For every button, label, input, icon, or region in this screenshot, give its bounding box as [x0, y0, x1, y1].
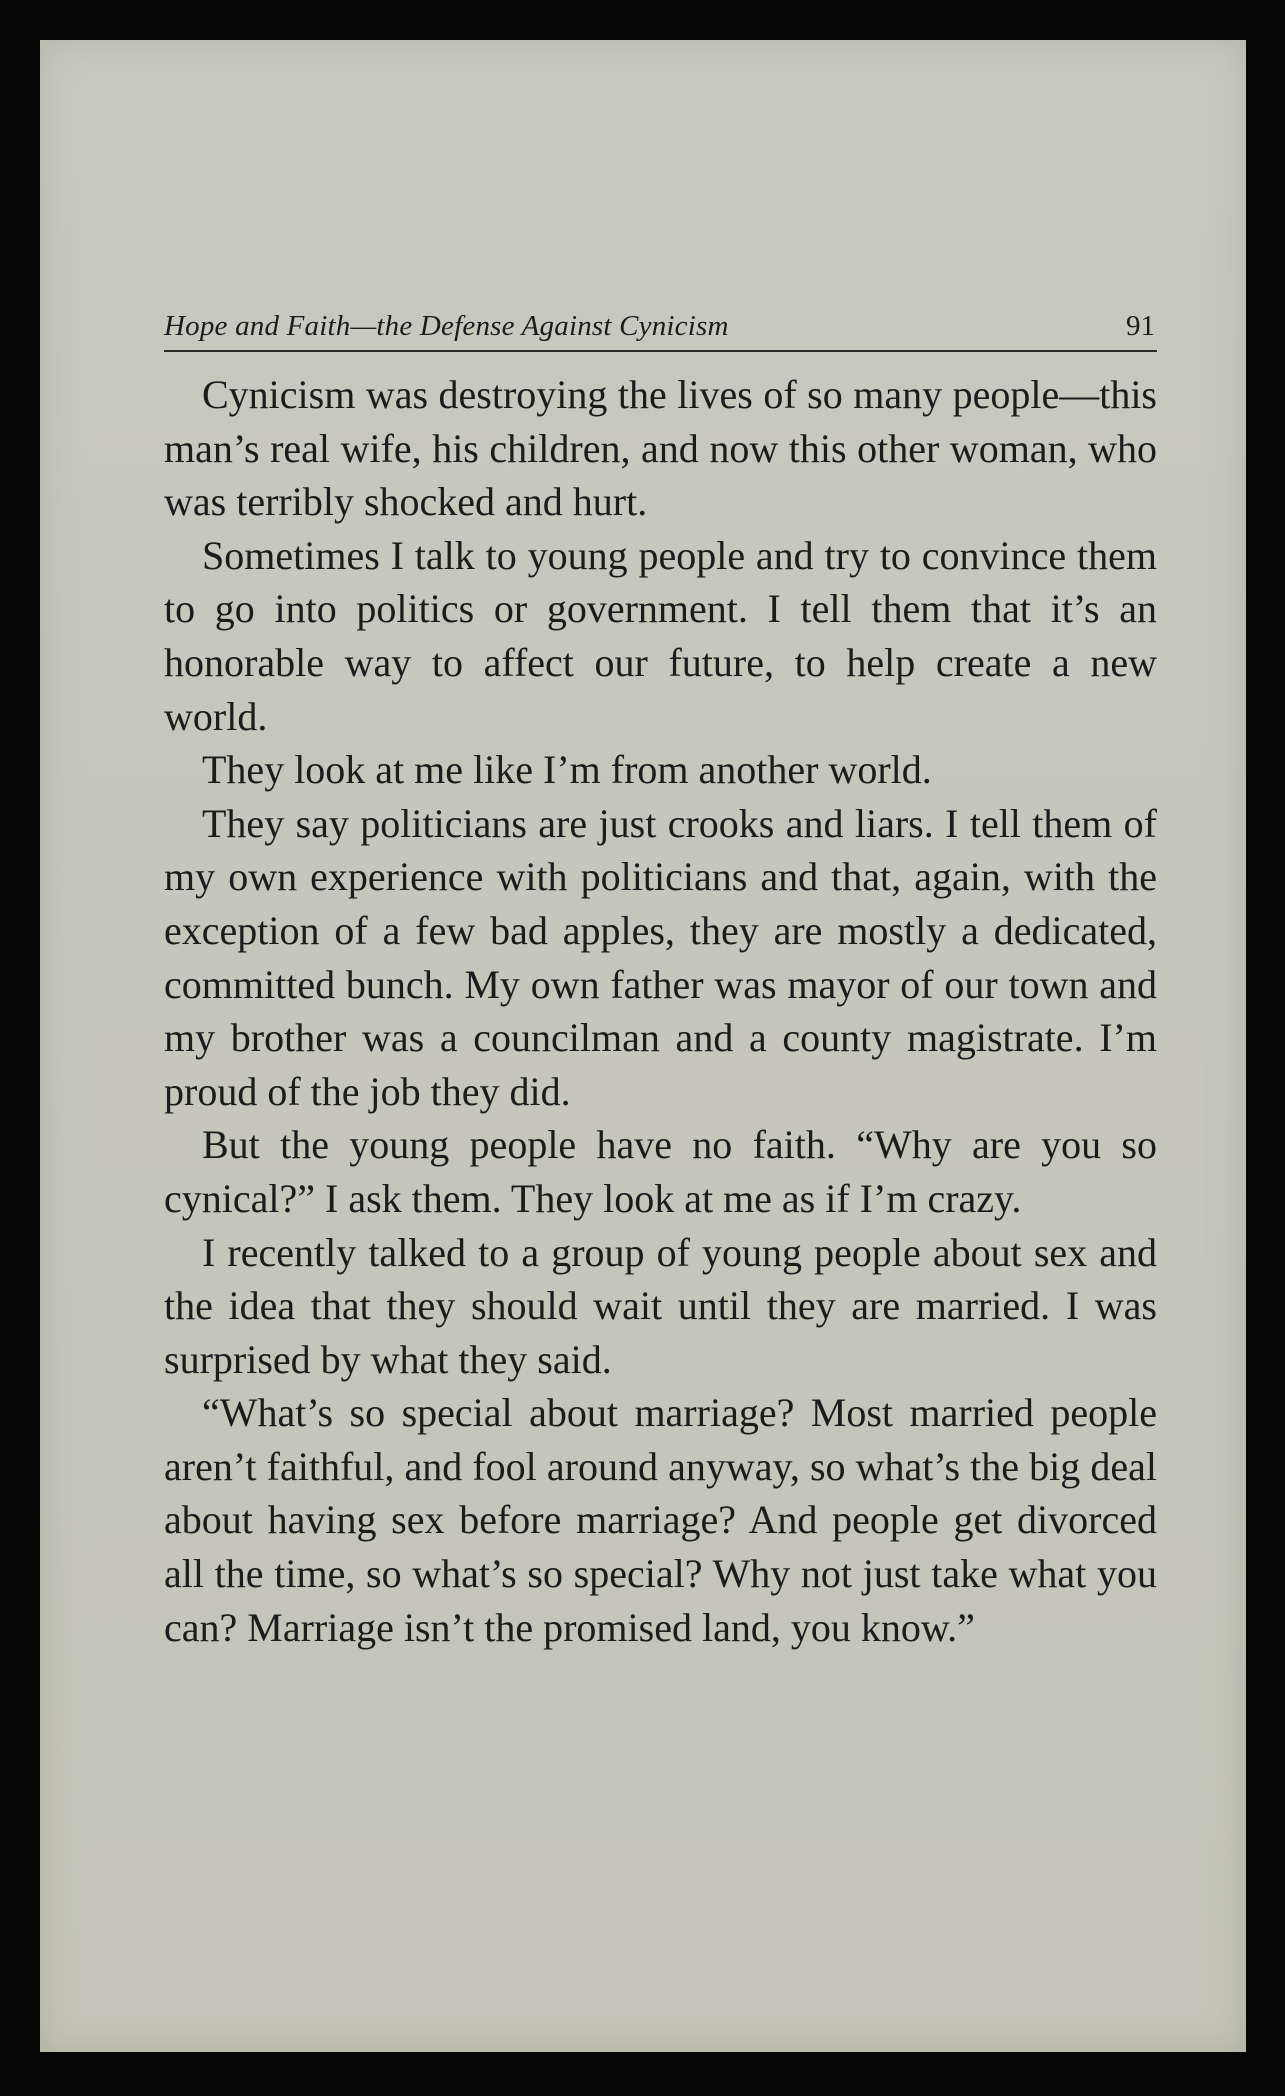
body-text: [164, 368, 1157, 1654]
book-page: [40, 40, 1246, 2052]
paragraph-4: They say politicians are just crooks and liars. I tell them of my own experience with politicians and that, again, with the exception of a few bad apples, they are mostly a dedicated, committed bunch. My own father was mayor of our town and my brother was a councilman and a county magistrate. I’m proud of the job they did.: [164, 800, 1157, 1114]
paragraph-1: Cynicism was destroying the lives of so many people—this man’s real wife, his children, and now this other woman, who was terribly shocked and hurt.: [164, 372, 1157, 525]
text-block: [164, 308, 1157, 1654]
running-head-title: Hope and Faith—the Defense Against Cynicism: [164, 310, 729, 342]
page-number: 91: [1126, 310, 1155, 342]
paragraph-6: I recently talked to a group of young people about sex and the idea that they should wait until they are married. I was surprised by what they said.: [164, 1229, 1157, 1382]
paragraph-2: Sometimes I talk to young people and try to convince them to go into politics or government. I tell them that it’s an honorable way to affect our future, to help create a new world.: [164, 532, 1157, 739]
paragraph-3: They look at me like I’m from another world.: [202, 747, 932, 793]
paragraph-5: But the young people have no faith. “Why are you so cynical?” I ask them. They look at me as if I’m crazy.: [164, 1122, 1157, 1221]
paragraph-7: “What’s so special about marriage? Most married people aren’t faithful, and fool around anyway, so what’s the big deal about having sex before marriage? And people get divorced all the time, so what’s so special? Why not just take what you can? Marriage isn’t the promised land, you know.”: [164, 1390, 1157, 1650]
running-head: [164, 308, 1157, 352]
